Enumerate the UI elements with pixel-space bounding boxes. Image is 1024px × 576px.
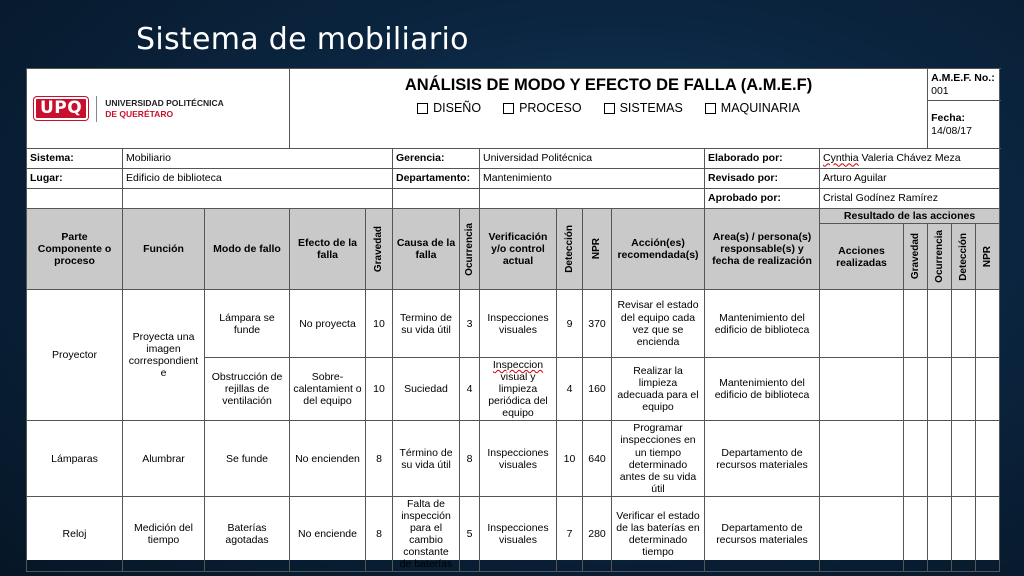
elaborado-value: Cynthia Valeria Chávez Meza (820, 149, 1000, 169)
cell-verificacion: Inspeccion visual y limpieza periódica del equipo (480, 358, 557, 421)
amef-table (26, 68, 1000, 572)
col-r-ocurrencia: Ocurrencia (928, 224, 952, 290)
cell-funcion: Alumbrar (123, 421, 205, 496)
cell-ocurrencia: 5 (460, 496, 480, 571)
table-row (27, 496, 1000, 571)
cell-accion: Verificar el estado de las baterías en determinado tiempo (612, 496, 705, 571)
col-parte: Parte Componente o proceso (27, 209, 123, 290)
aprobado-label: Aprobado por: (705, 189, 820, 209)
gerencia-label: Gerencia: (393, 149, 480, 169)
cell-empty (820, 290, 904, 358)
col-accion: Acción(es) recomendada(s) (612, 209, 705, 290)
cell-deteccion: 9 (557, 290, 583, 358)
lugar-value: Edificio de biblioteca (123, 169, 393, 189)
cell-modo: Se funde (205, 421, 290, 496)
cell-empty (976, 358, 1000, 421)
cell-empty (928, 496, 952, 571)
cell-empty (820, 421, 904, 496)
elaborado-label: Elaborado por: (705, 149, 820, 169)
cell-empty (976, 496, 1000, 571)
slide-title: Sistema de mobiliario (136, 22, 469, 57)
cell-gravedad: 8 (366, 421, 393, 496)
revisado-label: Revisado por: (705, 169, 820, 189)
cell-area: Mantenimiento del edificio de biblioteca (705, 290, 820, 358)
option-sistemas[interactable]: SISTEMAS (604, 101, 683, 115)
cell-gravedad: 10 (366, 290, 393, 358)
col-area: Area(s) / persona(s) responsable(s) y fecha de realización (705, 209, 820, 290)
cell-area: Mantenimiento del edificio de biblioteca (705, 358, 820, 421)
empty-checkbox-icon (604, 103, 615, 114)
option-diseno[interactable]: DISEÑO (417, 101, 481, 115)
cell-efecto: Sobre-calentamient o del equipo (290, 358, 366, 421)
cell-area: Departamento de recursos materiales (705, 421, 820, 496)
cell-verificacion: Inspecciones visuales (480, 496, 557, 571)
upq-logo: UPQ (34, 97, 88, 121)
cell-empty (904, 290, 928, 358)
title-cell (290, 69, 928, 149)
col-modo: Modo de fallo (205, 209, 290, 290)
amef-number: A.M.E.F. No.: 001 (928, 69, 1000, 101)
table-row (27, 290, 1000, 358)
col-r-npr: NPR (976, 224, 1000, 290)
cell-npr: 370 (583, 290, 612, 358)
cell-deteccion: 4 (557, 358, 583, 421)
col-ocurrencia: Ocurrencia (460, 209, 480, 290)
cell-empty (952, 290, 976, 358)
gerencia-value: Universidad Politécnica (480, 149, 705, 169)
empty-cell (27, 189, 123, 209)
cell-area: Departamento de recursos materiales (705, 496, 820, 571)
cell-npr: 640 (583, 421, 612, 496)
cell-empty (928, 421, 952, 496)
cell-funcion: Medición del tiempo (123, 496, 205, 571)
cell-verificacion: Inspecciones visuales (480, 421, 557, 496)
cell-empty (952, 421, 976, 496)
sistema-label: Sistema: (27, 149, 123, 169)
cell-funcion: Proyecta una imagen correspondient e (123, 290, 205, 421)
cell-empty (820, 496, 904, 571)
cell-gravedad: 10 (366, 358, 393, 421)
lugar-label: Lugar: (27, 169, 123, 189)
cell-ocurrencia: 4 (460, 358, 480, 421)
col-deteccion: Detección (557, 209, 583, 290)
revisado-value: Arturo Aguilar (820, 169, 1000, 189)
departamento-label: Departamento: (393, 169, 480, 189)
logo-divider (96, 96, 97, 122)
cell-accion: Revisar el estado del equipo cada vez que se encienda (612, 290, 705, 358)
cell-empty (952, 358, 976, 421)
col-gravedad: Gravedad (366, 209, 393, 290)
sistema-value: Mobiliario (123, 149, 393, 169)
cell-empty (820, 358, 904, 421)
cell-empty (904, 358, 928, 421)
cell-empty (928, 358, 952, 421)
amef-sheet (26, 68, 999, 571)
col-funcion: Función (123, 209, 205, 290)
col-r-gravedad: Gravedad (904, 224, 928, 290)
cell-npr: 160 (583, 358, 612, 421)
col-r-deteccion: Detección (952, 224, 976, 290)
cell-empty (928, 290, 952, 358)
empty-cell (480, 189, 705, 209)
cell-modo: Lámpara se funde (205, 290, 290, 358)
departamento-value: Mantenimiento (480, 169, 705, 189)
cell-empty (976, 421, 1000, 496)
cell-efecto: No enciende (290, 496, 366, 571)
empty-cell (393, 189, 480, 209)
cell-ocurrencia: 8 (460, 421, 480, 496)
cell-modo: Baterías agotadas (205, 496, 290, 571)
cell-empty (904, 421, 928, 496)
empty-checkbox-icon (417, 103, 428, 114)
cell-accion: Programar inspecciones en un tiempo determinado antes de su vida útil (612, 421, 705, 496)
fecha: Fecha: 14/08/17 (928, 101, 1000, 149)
document-title: ANÁLISIS DE MODO Y EFECTO DE FALLA (A.M.E.F) (404, 76, 813, 94)
col-efecto: Efecto de la falla (290, 209, 366, 290)
empty-checkbox-icon (705, 103, 716, 114)
col-verificacion: Verificación y/o control actual (480, 209, 557, 290)
empty-cell (123, 189, 393, 209)
cell-empty (976, 290, 1000, 358)
cell-parte: Proyector (27, 290, 123, 421)
cell-efecto: No encienden (290, 421, 366, 496)
cell-empty (904, 496, 928, 571)
cell-verificacion: Inspecciones visuales (480, 290, 557, 358)
empty-checkbox-icon (503, 103, 514, 114)
type-options (293, 101, 924, 115)
cell-gravedad: 8 (366, 496, 393, 571)
cell-ocurrencia: 3 (460, 290, 480, 358)
col-acciones-realizadas: Acciones realizadas (820, 224, 904, 290)
col-resultado: Resultado de las acciones (820, 209, 1000, 224)
cell-npr: 280 (583, 496, 612, 571)
cell-parte: Lámparas (27, 421, 123, 496)
cell-causa: Suciedad (393, 358, 460, 421)
cell-causa: Falta de inspección para el cambio constante de baterías (393, 496, 460, 571)
cell-causa: Término de su vida útil (393, 421, 460, 496)
logo-cell (27, 69, 290, 149)
table-row (27, 421, 1000, 496)
cell-modo: Obstrucción de rejillas de ventilación (205, 358, 290, 421)
option-maquinaria[interactable]: MAQUINARIA (705, 101, 800, 115)
col-causa: Causa de la falla (393, 209, 460, 290)
cell-deteccion: 7 (557, 496, 583, 571)
cell-causa: Termino de su vida útil (393, 290, 460, 358)
aprobado-value: Cristal Godínez Ramírez (820, 189, 1000, 209)
university-name: UNIVERSIDAD POLITÉCNICA DE QUERÉTARO (105, 98, 224, 119)
cell-deteccion: 10 (557, 421, 583, 496)
cell-accion: Realizar la limpieza adecuada para el equipo (612, 358, 705, 421)
cell-empty (952, 496, 976, 571)
option-proceso[interactable]: PROCESO (503, 101, 582, 115)
cell-efecto: No proyecta (290, 290, 366, 358)
cell-parte: Reloj (27, 496, 123, 571)
col-npr: NPR (583, 209, 612, 290)
